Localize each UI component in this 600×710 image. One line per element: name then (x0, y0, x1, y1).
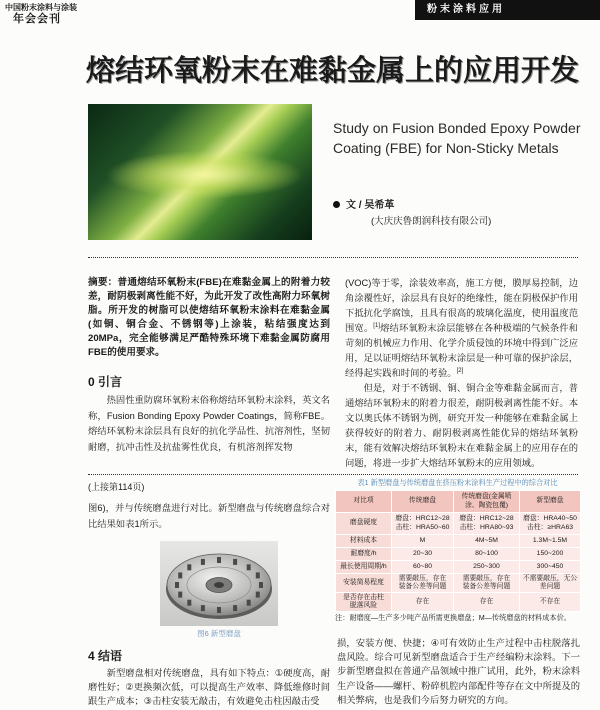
table-cell: 不需要敲压，无公 差问题 (520, 574, 581, 593)
disc-pin (259, 582, 263, 588)
table-cell: 300~450 (520, 561, 581, 574)
intro-paragraph-continued (345, 276, 578, 381)
author-affiliation: (大庆庆鲁朗润科技有限公司) (371, 216, 492, 227)
figure-caption: 图6 新型磨盘 (197, 629, 241, 638)
table-cell: 磨盘：HRC12~28 击柱：HRA50~60 (392, 513, 454, 535)
table-cell: M (392, 535, 454, 548)
table-cell: 1.3M~1.5M (520, 535, 581, 548)
section-band (415, 0, 600, 20)
table-row (336, 548, 581, 561)
table-cell: 需要敲压，存在 装备公差等问题 (392, 574, 454, 593)
disc-pin (217, 607, 221, 613)
article-title: 熔结环氧粉末在难黏金属上的应用开发 (86, 53, 580, 87)
intro-paragraph: 热固性重防腐环氧粉末俗称熔结环氧粉末涂料，英文名称，Fusion Bonding Epoxy Powder Coatings，简称FBE。熔结环氧粉末涂层具有良好的抗化学品性、抗溶剂性，坚韧耐磨，抗冲击性及抗盐雾性优良，有机溶剂挥发物 (88, 395, 330, 452)
disc-pin (247, 564, 251, 570)
table-cell: 磨盘硬度 (336, 513, 392, 535)
disc-pin (187, 600, 191, 606)
table-row (336, 574, 581, 593)
disc-pin (256, 592, 260, 598)
table-cell: 4M~5M (454, 535, 520, 548)
table-cell: 安装简易程度 (336, 574, 392, 593)
reference-marker: [1] (373, 323, 380, 329)
continued-from-note: (上接第114页) (88, 482, 145, 492)
table-cell: 材料成本 (336, 535, 392, 548)
abstract (88, 276, 330, 360)
disc-center-hole (214, 582, 224, 588)
table-cell: 60~80 (392, 561, 454, 574)
abstract-text: 普通熔结环氧粉末(FBE)在难黏金属上的附着力较差，耐阴极剥离性能不好，为此开发了改性高附力环氧树脂。所开发的树脂可以使熔结环氧粉末涂料在难黏金属(如铜、铜合金、不锈钢等)上涂装，粘结强度达到20MPa，完全能够满足严酷特殊环境下难黏金属防腐用FBE的使用要求。 (88, 277, 331, 358)
disc-pin (175, 582, 179, 588)
dotted-divider (88, 257, 578, 258)
table-header-cell: 新型磨盘 (520, 491, 581, 513)
table-row (336, 593, 581, 612)
table-title: 表1 新型磨盘与传统磨盘在挤压粉末涂料生产过程中的综合对比 (357, 478, 558, 487)
disc-pin (178, 592, 182, 598)
table-header-cell: 对比项 (336, 491, 392, 513)
conclusion-paragraph: 新型磨盘相对传统磨盘，具有如下特点：①硬度高，耐磨性好；②更换频次低，可以提高生产效率、降低维修时间跟生产成本；③击柱安装无敲击，有效避免击柱因敲击受 (88, 668, 330, 706)
dotted-divider (88, 474, 578, 475)
section-heading-conclusion: 4 结语 (88, 649, 123, 663)
table-cell: 150~200 (520, 548, 581, 561)
cover-image (88, 104, 312, 240)
table-row (336, 513, 581, 535)
table-cell: 20~30 (392, 548, 454, 561)
table-cell: 耐磨度/h (336, 548, 392, 561)
issue-label: 年会会刊 (13, 13, 61, 25)
table-header-cell: 传统磨盘(金属喷 涂、陶瓷包覆) (454, 491, 520, 513)
disc-pin (187, 564, 191, 570)
comparison-table (335, 490, 581, 612)
author-line (333, 199, 394, 213)
table-header-cell: 传统磨盘 (392, 491, 454, 513)
intro-text-part-b: 熔结环氧粉末涂层能够在各种极端的气候条件和苛刻的机械应力作用、化学介质侵蚀的环境中得到广泛应用，足以证明熔结环氧粉末涂层是一种可靠的保护涂层，经得起实践和时间的考验。 (345, 323, 578, 378)
reference-marker: [2] (456, 368, 464, 374)
disc-pin (201, 559, 205, 565)
table-cell: 磨盘：HRC12~28 击柱：HRA80~93 (454, 513, 520, 535)
disc-pin (247, 600, 251, 606)
disc-pin (256, 572, 260, 578)
article-title-english: Study on Fusion Bonded Epoxy Powder Coating (FBE) for Non-Sticky Metals (333, 120, 581, 156)
conclusion-paragraph-continued: 损，安装方便、快捷；④可有效防止生产过程中击柱脱落扎盘风险。综合可见新型磨盘适合于生产经编粉末涂料。下一步新型磨盘拟在普通产品领域中推广试用，此外，粉末涂料生产设备——螺杆、粉碎机腔内部配件等存在文中所提及的相关弊病，也是我们今后努力研究的方向。 (337, 638, 580, 705)
figure-reference-paragraph: 图6)，并与传统磨盘进行对比。新型磨盘与传统磨盘综合对比结果如表1所示。 (88, 503, 330, 529)
section-label: 粉末涂料应用 (427, 4, 505, 15)
table-note: 注：耐磨度—生产多少吨产品所需更换磨盘；M—传统磨盘的材料成本价。 (335, 613, 571, 622)
section-heading-introduction: 0 引言 (88, 375, 123, 389)
table-cell: 不存在 (520, 593, 581, 612)
author-name: 吴希革 (364, 200, 395, 211)
table-cell: 250~300 (454, 561, 520, 574)
disc-pin (233, 559, 237, 565)
disc-pin (178, 572, 182, 578)
intro-paragraph-2: 但是，对于不锈钢、铜、铜合金等难黏金属而言，普通熔结环氧粉末的附着力很差，耐阴极剥离性能不好。本文以奥氏体不锈钢为例，研究开发一种能够在难黏金属上获得较好的附着力、耐阴极剥离性能优异的熔结环氧粉末，能有效解决熔结环氧粉末在难黏金属上的应用存在的问题，将进一步扩大熔结环氧粉末的应用领域。 (345, 383, 578, 468)
table-cell: 磨盘：HRA40~50 击柱：≥HRA63 (520, 513, 581, 535)
table-cell: 存在 (454, 593, 520, 612)
left-column (88, 276, 330, 455)
bullet-icon (333, 201, 340, 208)
table-row (336, 561, 581, 574)
grinding-disc-photo (160, 541, 278, 626)
disc-pin (201, 605, 205, 611)
table-cell: 是否存在击柱 脱落风险 (336, 593, 392, 612)
disc-pin (233, 605, 237, 611)
abstract-label: 摘要： (88, 277, 118, 288)
table-cell: 需要敲压，存在 装备公差等问题 (454, 574, 520, 593)
right-column (345, 276, 578, 471)
table-cell: 存在 (392, 593, 454, 612)
intro-text-part-a: (VOC)等于零，涂装效率高，施工方便，膜厚易控制，边角涂覆性好，涂层具有良好的绝缘性，能在阴极保护作用下抵抗化学腐蚀，且具有很高的玻璃化温度，使用温度范围宽。 (345, 278, 578, 333)
disc-pin (217, 557, 221, 563)
table-row (336, 535, 581, 548)
journal-name: 中国粉末涂料与涂装 (5, 3, 77, 12)
table-header-row (336, 491, 581, 513)
table-cell: 最长使用周期/h (336, 561, 392, 574)
author-label: 文 / (346, 200, 362, 211)
table-cell: 80~100 (454, 548, 520, 561)
